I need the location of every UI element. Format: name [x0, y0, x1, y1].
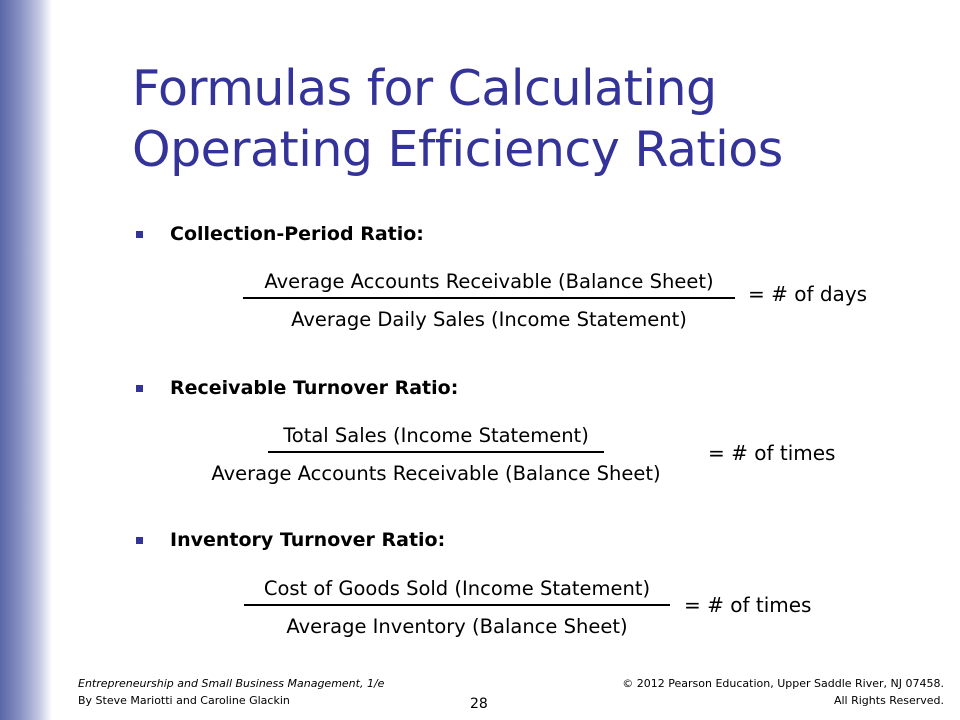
footer-rights-line: All Rights Reserved. — [833, 694, 944, 707]
fraction-collection-period — [243, 270, 735, 332]
fraction-receivable-turnover — [188, 424, 684, 486]
fraction-denominator: Average Inventory (Balance Sheet) — [286, 615, 628, 638]
slide-title-line-2: Operating Efficiency Ratios — [132, 121, 783, 178]
ratio-result: = # of times — [708, 441, 836, 465]
footer-authors: By Steve Mariotti and Caroline Glackin — [78, 694, 290, 707]
bullet-receivable-turnover — [136, 376, 458, 400]
ratio-label: Receivable Turnover Ratio: — [170, 377, 459, 399]
ratio-label: Inventory Turnover Ratio: — [170, 529, 446, 551]
slide-title-line-1: Formulas for Calculating — [132, 60, 717, 117]
bullet-square-icon — [136, 231, 143, 238]
ratio-result: = # of days — [748, 282, 868, 306]
footer-copyright-line: © 2012 Pearson Education, Upper Saddle River, NJ 07458. — [622, 677, 944, 690]
page-number: 28 — [470, 696, 488, 712]
bullet-collection-period — [136, 222, 424, 246]
bullet-inventory-turnover — [136, 528, 445, 552]
footer-copyright — [622, 675, 944, 709]
fraction-denominator: Average Daily Sales (Income Statement) — [291, 308, 687, 331]
fraction-numerator: Cost of Goods Sold (Income Statement) — [263, 577, 651, 600]
bullet-square-icon — [136, 385, 143, 392]
ratio-label: Collection-Period Ratio: — [170, 223, 424, 245]
bullet-square-icon — [136, 537, 143, 544]
footer-book-title: Entrepreneurship and Small Business Management, 1/e — [78, 677, 385, 690]
slide-title — [132, 58, 932, 180]
fraction-denominator: Average Accounts Receivable (Balance Sheet) — [211, 462, 661, 485]
fraction-numerator: Total Sales (Income Statement) — [283, 424, 589, 447]
footer-credits — [78, 675, 384, 709]
fraction-numerator: Average Accounts Receivable (Balance Sheet) — [264, 270, 714, 293]
ratio-result: = # of times — [684, 593, 812, 617]
left-decorative-band — [0, 0, 52, 720]
fraction-inventory-turnover — [244, 577, 670, 639]
